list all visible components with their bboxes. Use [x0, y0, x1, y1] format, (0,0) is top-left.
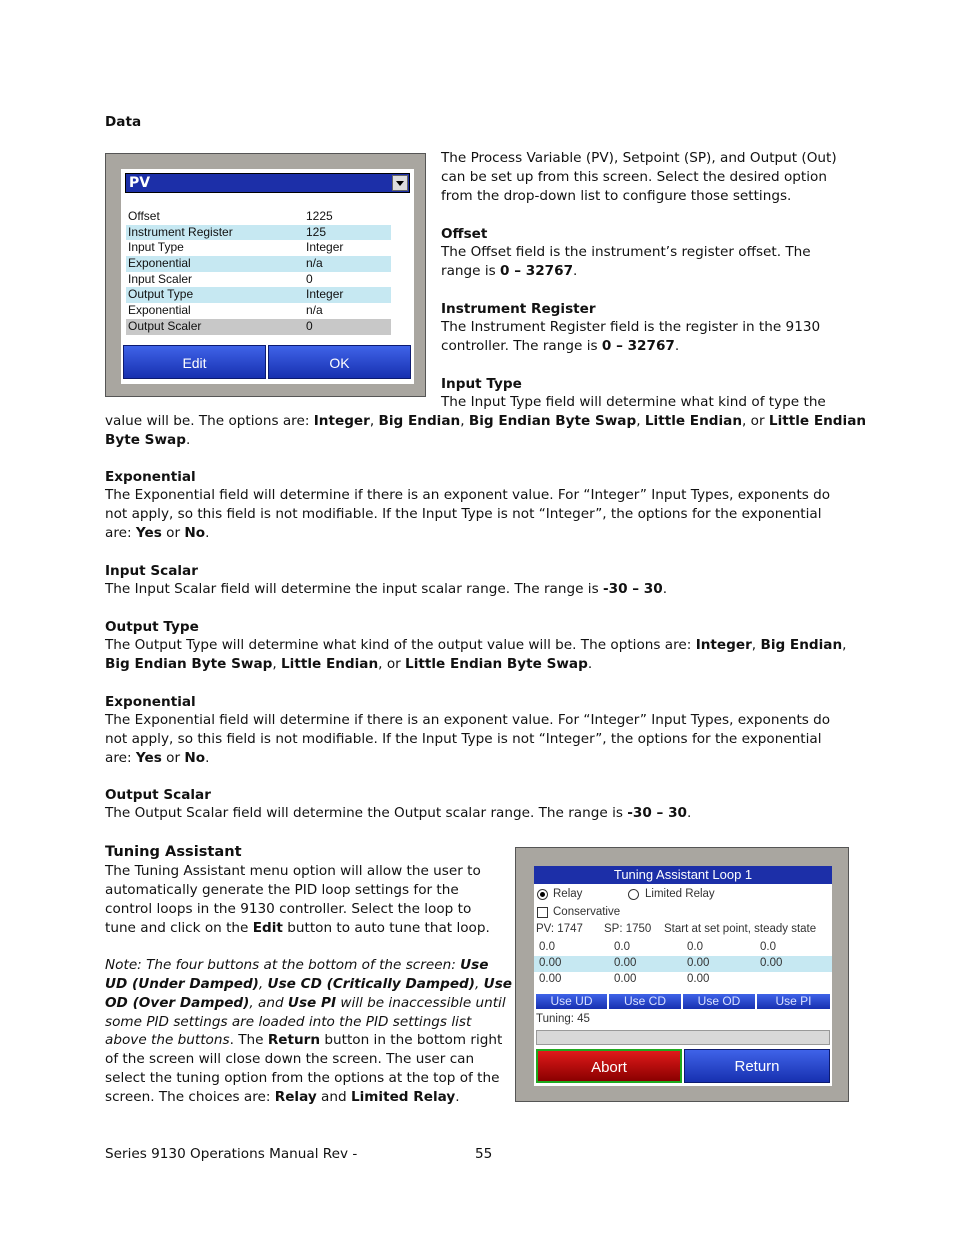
instrument-register-heading: Instrument Register — [441, 301, 596, 317]
tuning-text: tune and click on the Edit button to auto tune that loop. — [105, 920, 490, 936]
output-scalar-heading: Output Scalar — [105, 787, 211, 803]
status-text: Start at set point, steady state — [664, 923, 817, 935]
exponential-heading: Exponential — [105, 469, 196, 485]
input-type-heading: Input Type — [441, 376, 522, 392]
relay-label: Relay — [553, 888, 583, 900]
output-type-text: The Output Type will determine what kind of the output value will be. The options are: Integer, Big Endian, — [105, 637, 847, 653]
use-pi-button[interactable]: Use PI — [757, 994, 830, 1009]
tuning-note: some PID settings are loaded into the PID settings list — [105, 1014, 472, 1030]
chevron-down-icon[interactable] — [392, 175, 408, 191]
intro-line: The Process Variable (PV), Setpoint (SP), and Output (Out) — [441, 150, 837, 166]
exponential-heading: Exponential — [105, 694, 196, 710]
tuning-note: OD (Over Damped), and Use PI will be inaccessible until — [105, 995, 506, 1011]
tuning-assistant-screenshot — [515, 847, 849, 1102]
list-item[interactable]: Output Scaler 0 — [126, 319, 391, 335]
output-type-options: Big Endian Byte Swap, Little Endian, or Little Endian Byte Swap. — [105, 656, 593, 672]
use-cd-button[interactable]: Use CD — [609, 994, 681, 1009]
list-item[interactable]: Input Type Integer — [128, 240, 344, 255]
output-type-heading: Output Type — [105, 619, 199, 635]
table-row[interactable]: 0.00 0.00 0.00 0.00 — [534, 956, 832, 972]
tuning-note: Note: The four buttons at the bottom of the screen: Use — [105, 957, 489, 973]
input-type-options: value will be. The options are: Integer, Big Endian, Big Endian Byte Swap, Little Endian, or Little Endian — [105, 413, 867, 429]
dropdown-value: PV — [129, 175, 151, 191]
tuning-text: automatically generate the PID loop settings for the — [105, 882, 459, 898]
intro-line: from the drop-down list to configure those settings. — [441, 188, 792, 204]
tuning-text: select the tuning option from the options at the top of the — [105, 1070, 500, 1086]
return-button[interactable]: Return — [684, 1049, 830, 1083]
ok-button[interactable]: OK — [268, 345, 411, 379]
exponential-text: not apply, so this field is not modifiable. If the Input Type is not “Integer”, the options for the exponential — [105, 731, 822, 747]
use-ud-button[interactable]: Use UD — [536, 994, 607, 1009]
exponential-text: not apply, so this field is not modifiable. If the Input Type is not “Integer”, the options for the exponential — [105, 506, 822, 522]
screen-title: Tuning Assistant Loop 1 — [534, 866, 832, 884]
footer-title: Series 9130 Operations Manual Rev - — [105, 1146, 358, 1162]
list-item[interactable]: Offset 1225 — [128, 209, 333, 223]
sp-readout: SP: 1750 — [604, 923, 652, 935]
conservative-label: Conservative — [553, 906, 621, 918]
intro-line: can be set up from this screen. Select the desired option — [441, 169, 827, 185]
exponential-text: The Exponential field will determine if there is an exponent value. For “Integer” Input Types, exponents do — [105, 712, 831, 728]
progress-bar — [536, 1030, 830, 1045]
input-type-text: The Input Type field will determine what kind of type the — [441, 394, 826, 410]
instrument-register-range: controller. The range is 0 – 32767. — [441, 338, 680, 354]
list-item[interactable]: Input Scaler 0 — [128, 271, 313, 286]
tuning-text: control loops in the 9130 controller. Select the loop to — [105, 901, 472, 917]
instrument-register-text: The Instrument Register field is the register in the 9130 — [441, 319, 821, 335]
pv-readout: PV: 1747 — [536, 923, 583, 935]
output-scalar-text: The Output Scalar field will determine the Output scalar range. The range is -30 – 30. — [105, 805, 692, 821]
list-item[interactable]: Output Type Integer — [126, 287, 391, 303]
offset-heading: Offset — [441, 226, 488, 242]
list-item[interactable]: Exponential n/a — [126, 256, 391, 272]
pv-settings-screenshot — [105, 153, 426, 397]
settings-list — [126, 209, 391, 335]
relay-radio[interactable] — [537, 889, 548, 900]
tuning-readout: Tuning: 45 — [536, 1013, 590, 1025]
tuning-text: screen. The choices are: Relay and Limited Relay. — [105, 1089, 460, 1105]
edit-button[interactable]: Edit — [123, 345, 266, 379]
section-heading: Data — [105, 114, 142, 130]
list-item[interactable]: Instrument Register 125 — [126, 225, 391, 241]
table-row[interactable]: 0.0 0.0 0.0 0.0 — [539, 941, 776, 953]
limited-relay-radio[interactable] — [628, 889, 639, 900]
offset-text: The Offset field is the instrument’s register offset. The — [441, 244, 811, 260]
use-od-button[interactable]: Use OD — [683, 994, 755, 1009]
table-row[interactable]: 0.00 0.00 0.00 — [539, 973, 710, 985]
limited-relay-label: Limited Relay — [645, 888, 715, 900]
input-type-options-cont: Byte Swap. — [105, 432, 191, 448]
exponential-text: The Exponential field will determine if there is an exponent value. For “Integer” Input Types, exponents do — [105, 487, 831, 503]
tuning-text: above the buttons. The Return button in the bottom right — [105, 1032, 503, 1048]
conservative-checkbox[interactable] — [537, 907, 548, 918]
pv-dropdown[interactable] — [125, 173, 410, 193]
tuning-heading: Tuning Assistant — [105, 843, 242, 860]
offset-range: range is 0 – 32767. — [441, 263, 578, 279]
abort-button[interactable]: Abort — [536, 1049, 682, 1083]
tuning-text: The Tuning Assistant menu option will allow the user to — [105, 863, 481, 879]
exponential-options: are: Yes or No. — [105, 750, 210, 766]
tuning-text: of the screen will close down the screen. The user can — [105, 1051, 475, 1067]
exponential-options: are: Yes or No. — [105, 525, 210, 541]
input-scalar-heading: Input Scalar — [105, 563, 198, 579]
page-number: 55 — [475, 1146, 493, 1162]
tuning-note: UD (Under Damped), Use CD (Critically Damped), Use — [105, 976, 513, 992]
list-item[interactable]: Exponential n/a — [128, 303, 323, 318]
input-scalar-text: The Input Scalar field will determine the input scalar range. The range is -30 – 30. — [105, 581, 668, 597]
